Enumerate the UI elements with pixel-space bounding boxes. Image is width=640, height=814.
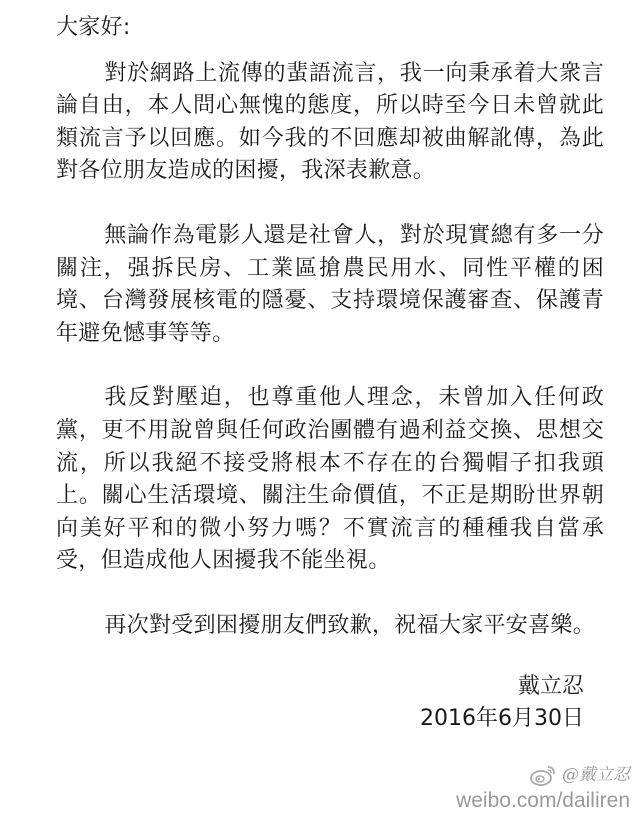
letter-body: [56, 12, 604, 643]
paragraph-3: 我反對壓迫，也尊重他人理念，未曾加入任何政黨，更不用說曾與任何政治團體有過利益交換、思想交流，所以我絕不接受將根本不存在的台獨帽子扣我頭上。關心生活環境、關注生命價值，不正是期盼世界朝向美好平和的微小努力嗎？不實流言的種種我自當承受，但造成他人困擾我不能坐視。: [56, 385, 604, 574]
paragraph-2: 無論作為電影人還是社會人，對於現實總有多一分關注，强拆民房、工業區搶農民用水、同性平權的困境、台灣發展核電的隱憂、支持環境保護審查、保護青年避免憾事等等。: [56, 222, 604, 346]
signature-name: 戴立忍: [517, 674, 584, 699]
weibo-icon: [530, 764, 556, 786]
weibo-watermark: [456, 762, 630, 814]
weibo-url: weibo.com/dailiren: [456, 789, 630, 812]
paragraph-4: 再次對受到困擾朋友們致歉，祝福大家平安喜樂。: [104, 612, 595, 638]
signature-block: [420, 671, 584, 735]
weibo-handle: @戴立忍: [562, 765, 630, 785]
paragraph-1: 對於網路上流傳的蜚語流言，我一向秉承着大衆言論自由，本人問心無愧的態度，所以時至今日未曾就此類流言予以回應。如今我的不回應却被曲解訛傳，為此對各位朋友造成的困擾，我深表歉意。: [56, 60, 604, 184]
signature-date: 2016年6月30日: [420, 706, 584, 731]
greeting: 大家好:: [56, 15, 131, 40]
